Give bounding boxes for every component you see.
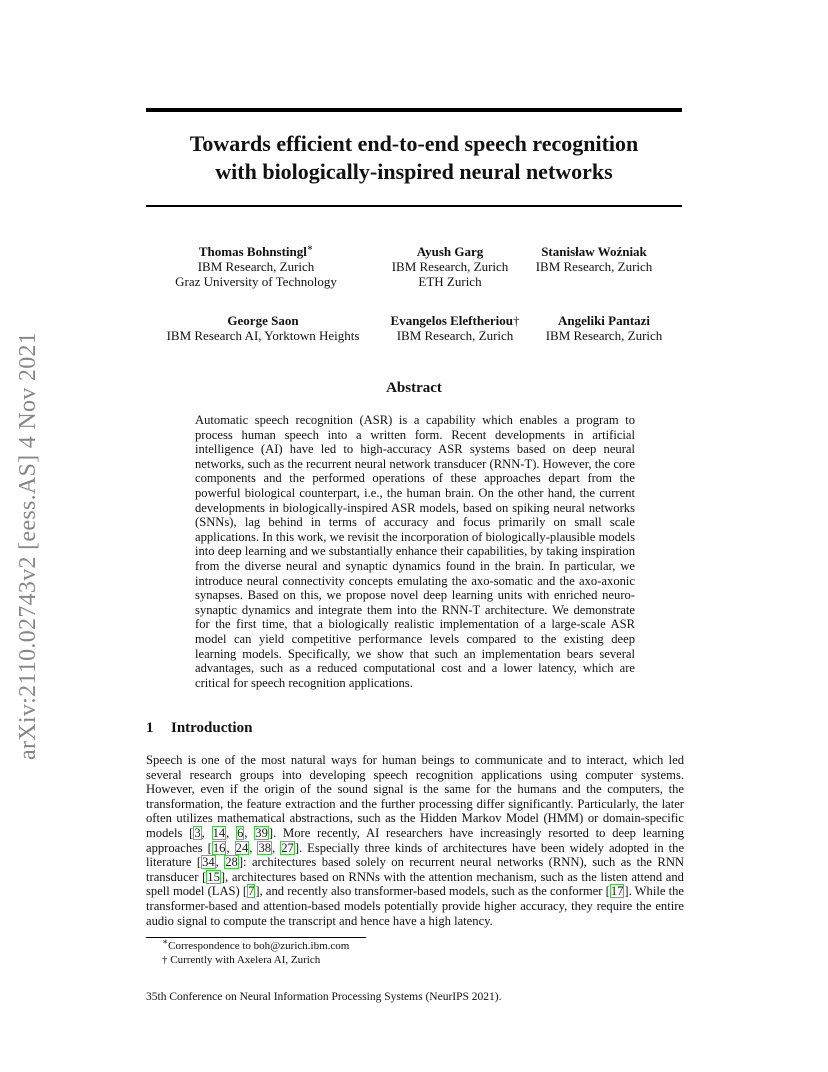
author-affiliation: ETH Zurich (418, 274, 482, 289)
citation-link[interactable]: 27 (281, 840, 294, 855)
footnote-mark: † (512, 313, 520, 328)
author-name: Thomas Bohnstingl∗ (198, 242, 314, 259)
author-name: Stanisław Woźniak (541, 244, 647, 259)
author-block (153, 313, 373, 343)
author-affiliation: IBM Research, Zurich (545, 328, 663, 343)
author-block (536, 313, 672, 343)
citation-link[interactable]: 39 (255, 825, 268, 840)
author-block (365, 244, 535, 289)
citation-link[interactable]: 24 (235, 840, 249, 855)
footnote-affiliation: † Currently with Axelera AI, Zurich (162, 954, 321, 966)
author-name: Evangelos Eleftheriou† (390, 313, 520, 328)
citation-link[interactable]: 14 (212, 825, 226, 840)
citation-link[interactable]: 28 (225, 855, 238, 870)
author-block (524, 244, 664, 274)
title-top-rule (146, 108, 682, 112)
author-name: George Saon (227, 313, 299, 328)
citation-link[interactable]: 15 (207, 869, 220, 884)
citation-link[interactable]: 3 (194, 825, 201, 840)
title-line-1: Towards efficient end-to-end speech recognition (189, 131, 639, 156)
author-name: Ayush Garg (416, 244, 484, 259)
citation-link[interactable]: 17 (610, 884, 624, 899)
author-block (380, 313, 530, 343)
author-name: Angeliki Pantazi (557, 313, 651, 328)
arxiv-identifier: arXiv:2110.02743v2 [eess.AS] 4 Nov 2021 (15, 331, 41, 760)
section-number: 1 (146, 720, 154, 736)
author-affiliation: IBM Research, Zurich (197, 259, 315, 274)
author-affiliation: IBM Research, Zurich (391, 259, 509, 274)
citation-link[interactable]: 7 (248, 884, 255, 899)
footnote-correspondence: ∗Correspondence to boh@zurich.ibm.com (162, 936, 350, 952)
section-heading-introduction (146, 720, 252, 737)
author-affiliation: IBM Research, Zurich (396, 328, 514, 343)
introduction-paragraph: Speech is one of the most natural ways for human beings to communicate and to interact, which led several research groups into developing speech recognition applications using computer systems. However, even if the origin of the sound signal is the same for the humans and the computers, the transformation, the feature extraction and the further processing differ significantly. Particularly, the later often utilizes mathematical abstractions, such as the Hidden Markov Model (HMM) or domain-specific models [3, 14, 6, 39]. More recently, AI researchers have increasingly resorted to deep learning approaches [16, 24, 38, 27]. Especially three kinds of architectures have been widely adopted in the literature [34, 28]: architectures based solely on recurrent neural networks (RNN), such as the RNN transducer [15], architectures based on RNNs with the attention mechanism, such as the listen attend and spell model (LAS) [7], and recently also transformer-based models, such as the conformer [17]. While the transformer-based and attention-based models potentially provide higher accuracy, they require the entire audio signal to compute the transcript and hence have a high latency. (146, 753, 685, 928)
section-title: Introduction (171, 720, 253, 736)
title-line-2: with biologically-inspired neural networks (215, 159, 613, 184)
venue-footer: 35th Conference on Neural Information Processing Systems (NeurIPS 2021). (146, 991, 502, 1003)
citation-link[interactable]: 38 (258, 840, 272, 855)
author-block (156, 244, 356, 289)
author-affiliation: IBM Research AI, Yorktown Heights (166, 328, 360, 343)
title-bottom-rule (146, 205, 682, 207)
citation-link[interactable]: 16 (212, 840, 226, 855)
footnote-rule (146, 937, 366, 938)
abstract-text: Automatic speech recognition (ASR) is a capability which enables a program to process human speech into a written form. Recent developments in artificial intelligence (AI) have led to high-accuracy ASR systems based on deep neural networks, such as the recurrent neural network transducer (RNN-T). However, the core components and the performed operations of these approaches depart from the powerful biological counterpart, i.e., the human brain. On the other hand, the current developments in biologically-inspired ASR models, based on spiking neural networks (SNNs), lag behind in terms of accuracy and focus primarily on small scale applications. In this work, we revisit the incorporation of biologically-plausible models into deep learning and we substantially enhance their capabilities, by taking inspiration from the diverse neural and synaptic dynamics found in the brain. In particular, we introduce neural connectivity concepts emulating the axo-somatic and the axo-axonic synapses. Based on this, we propose novel deep learning units with enriched neuro-synaptic dynamics and integrate them into the RNN-T architecture. We demonstrate for the first time, that a biologically realistic implementation of a large-scale ASR model can yield competitive performance levels compared to the existing deep learning models. Specifically, we show that such an implementation bears several advantages, such as a reduced computational cost and a lower latency, which are critical for speech recognition applications. (195, 413, 635, 690)
citation-link[interactable]: 6 (237, 825, 244, 840)
abstract-heading: Abstract (386, 380, 442, 396)
footnote-mark: ∗ (306, 242, 314, 253)
paper-title (146, 130, 682, 186)
citation-link[interactable]: 34 (202, 855, 215, 870)
author-affiliation: IBM Research, Zurich (535, 259, 653, 274)
author-affiliation: Graz University of Technology (175, 274, 337, 289)
